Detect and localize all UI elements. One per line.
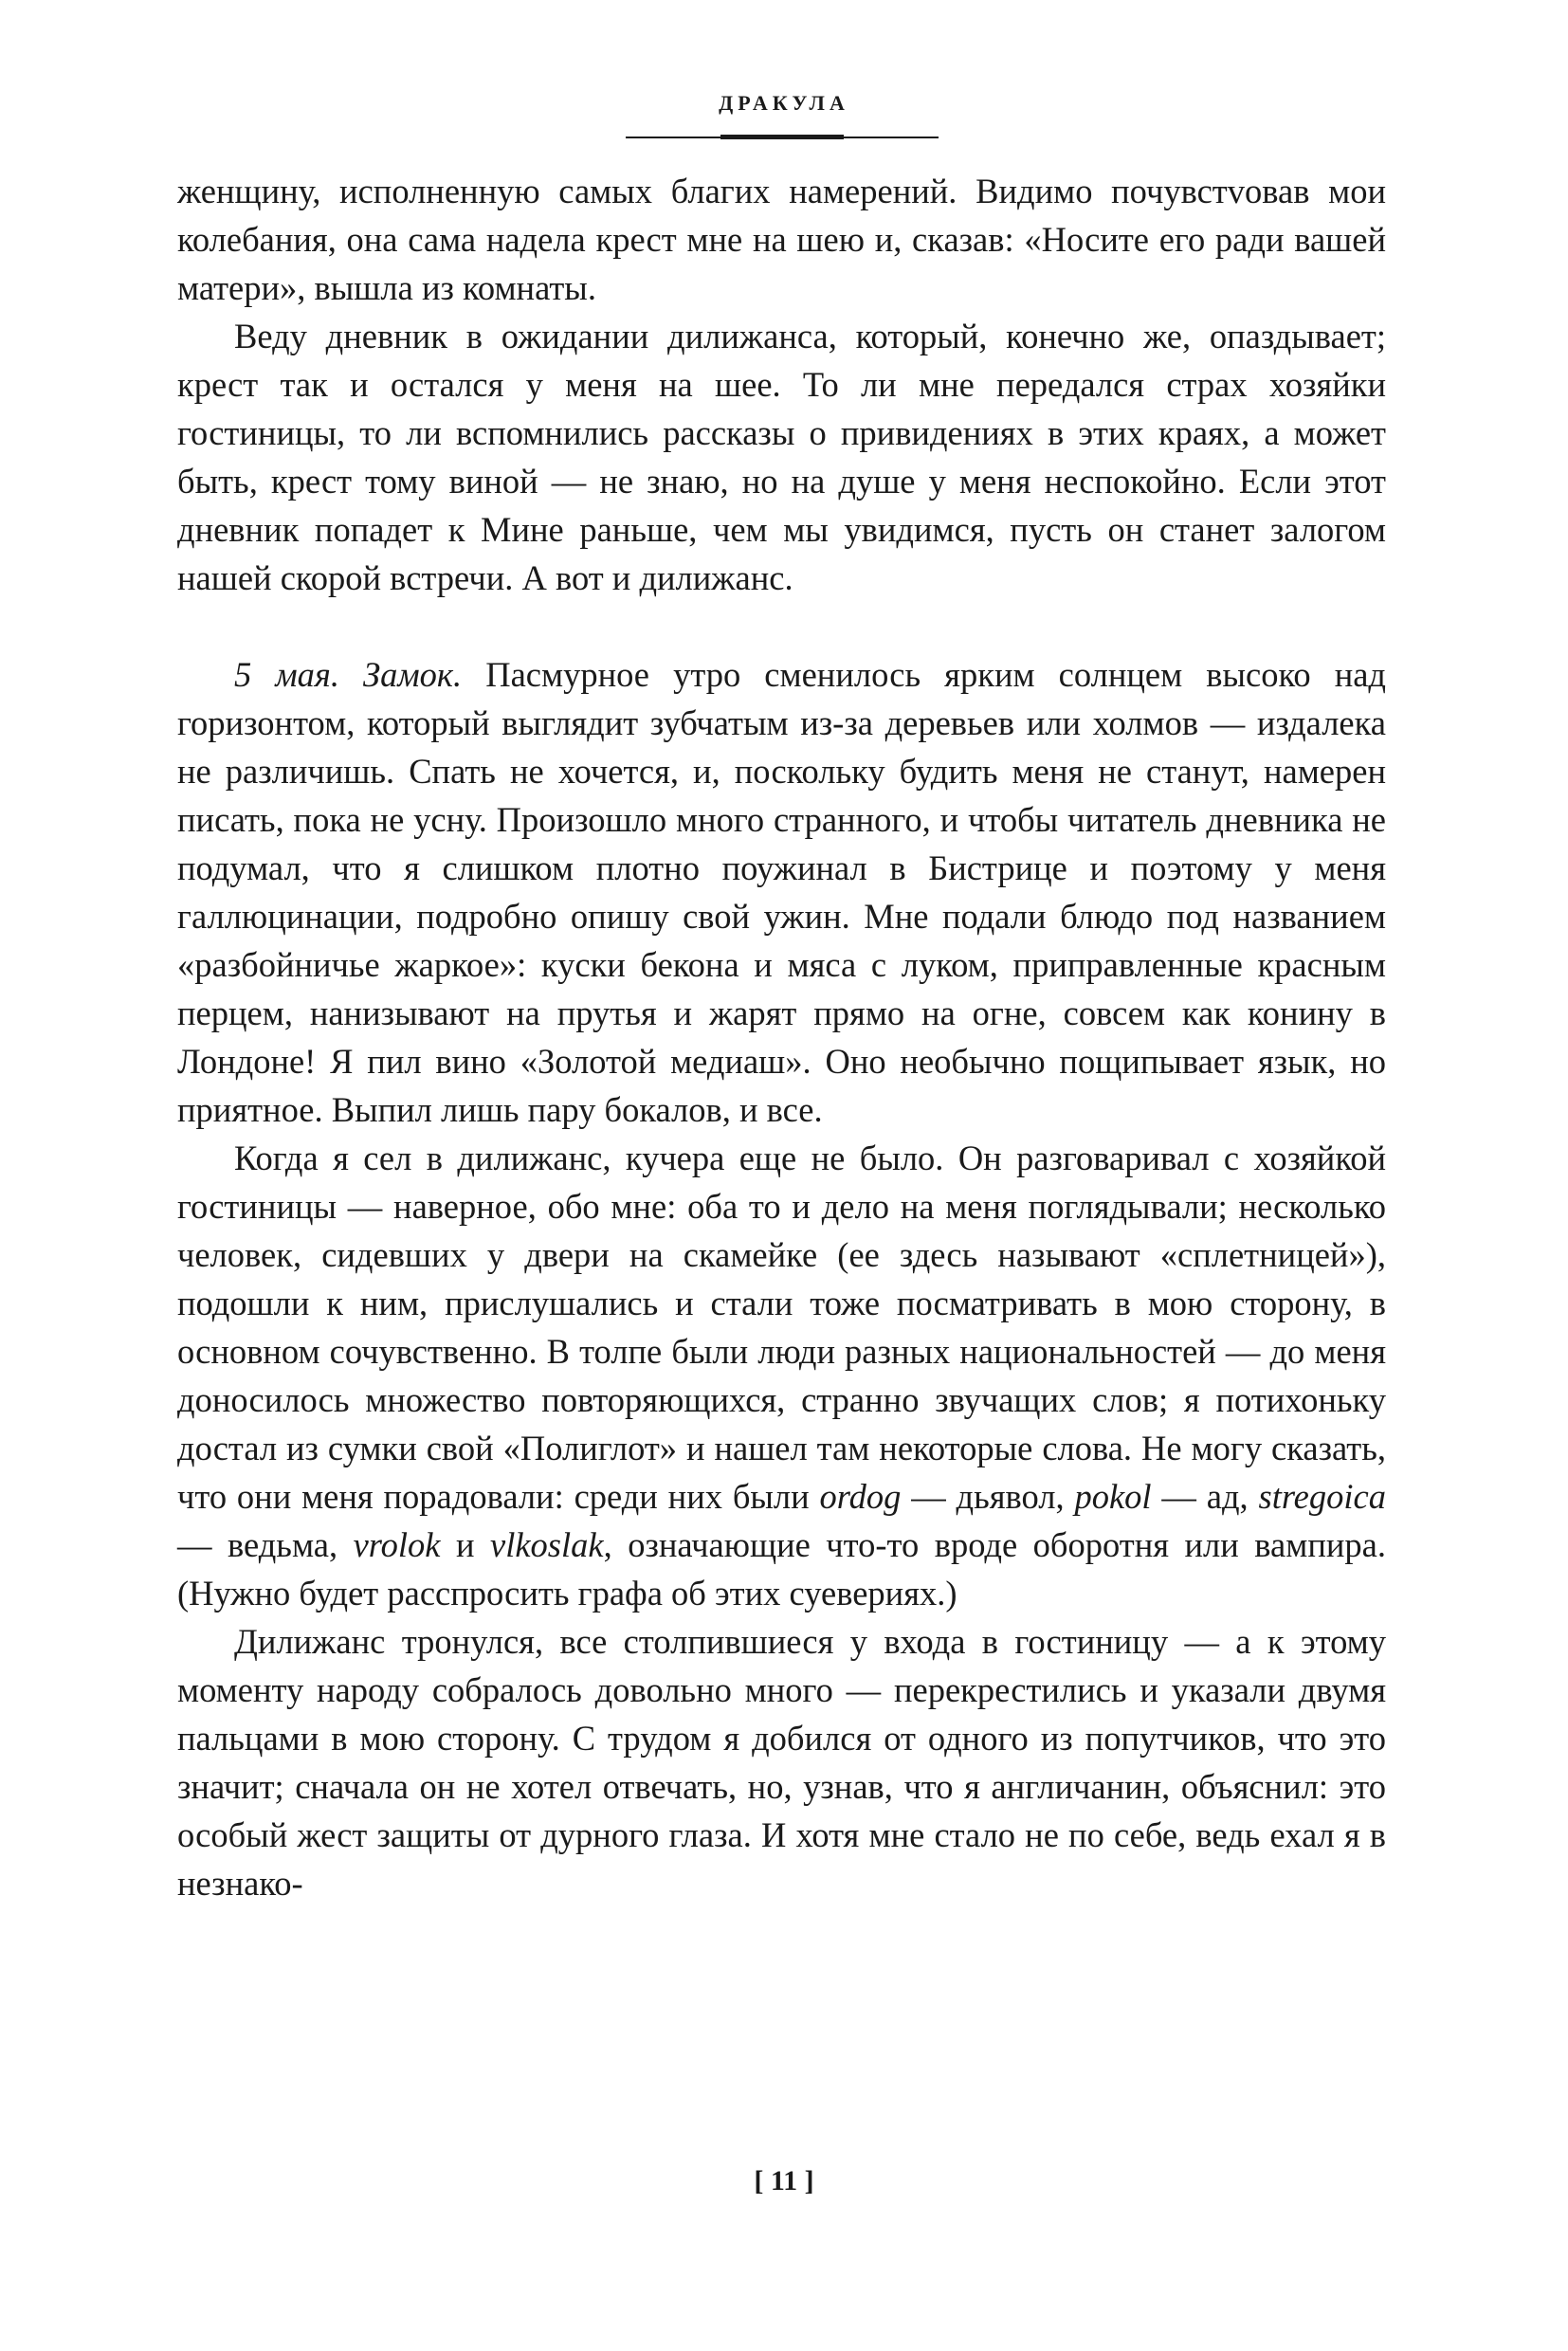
page-number: [ 11 ] (754, 2165, 814, 2196)
paragraph (177, 1617, 1386, 1907)
running-head-rule-accent (720, 135, 844, 139)
italic-text: ordog (819, 1477, 902, 1516)
text-run: — дьявол, (901, 1477, 1075, 1516)
italic-text: vrolok (353, 1525, 441, 1564)
paragraph (177, 312, 1386, 602)
italic-text: vlkoslak (490, 1525, 604, 1564)
text-run: Веду дневник в ожидании дилижанса, который, конечно же, опаздывает; крест так и остался у меня на шее. То ли мне передался страх хозяйки гостиницы, то ли вспомнились рассказы о привидениях в этих краях, а может быть, крест тому виной — не знаю, но на душе у меня неспокойно. Если этот дневник попадет к Мине раньше, чем мы увидимся, пусть он станет залогом нашей скорой встречи. А вот и дилижанс. (177, 317, 1386, 597)
text-run: женщину, исполненную самых благих намерений. Видимо почувстvовав мои колебания, она сама надела крест мне на шею и, сказав: «Носите его ради вашей матери», вышла из комнаты. (177, 172, 1386, 307)
italic-text: 5 мая. Замок. (234, 655, 463, 694)
paragraph (177, 167, 1386, 312)
text-run: — ад, (1151, 1477, 1259, 1516)
text-run: Пасмурное утро сменилось ярким солнцем высоко над горизонтом, который выглядит зубчатым из-за деревьев или холмов — издалека не различишь. Спать не хочется, и, поскольку будить меня не станут, намерен писать, пока не усну. Произошло много странного, и чтобы читатель дневника не подумал, что я слишком плотно поужинал в Бистрице и поэтому у меня галлюцинации, подробно опишу свой ужин. Мне подали блюдо под названием «разбойничье жаркое»: куски бекона и мяса с луком, приправленные красным перцем, нанизывают на прутья и жарят прямо на огне, совсем как конину в Лондоне! Я пил вино «Золотой медиаш». Оно необычно пощипывает язык, но приятное. Выпил лишь пару бокалов, и все. (177, 655, 1387, 1129)
paragraph (177, 1134, 1386, 1617)
italic-text: pokol (1074, 1477, 1152, 1516)
text-run: , означающие что-то вроде оборотня или вампира. (Нужно будет расспросить графа об этих суевериях.) (177, 1525, 1386, 1613)
text-run: — ведьма, (177, 1525, 354, 1564)
text-run: Когда я сел в дилижанс, кучера еще не было. Он разговаривал с хозяйкой гостиницы — наверное, обо мне: оба то и дело на меня поглядывали; несколько человек, сидевших у двери на скамейке (ее здесь называют «сплетницей»), подошли к ним, прислушались и стали тоже посматривать в мою сторону, в основном сочувственно. В толпе были люди разных национальностей — до меня доносилось множество повторяющихся, странно звучащих слов; я потихоньку достал из сумки свой «Полиглот» и нашел там некоторые слова. Не могу сказать, что они меня порадовали: среди них были (177, 1139, 1386, 1516)
italic-text: stregoica (1258, 1477, 1386, 1516)
paragraph (177, 650, 1386, 1134)
running-head: ДРАКУЛА (719, 91, 849, 115)
body-text (177, 167, 1386, 1907)
text-run: Дилижанс тронулся, все столпившиеся у входа в гостиницу — а к этому моменту народу собралось довольно много — перекрестились и указали двумя пальцами в мою сторону. С трудом я добился от одного из попутчиков, что это значит; сначала он не хотел отвечать, но, узнав, что я англичанин, объяснил: это особый жест защиты от дурного глаза. И хотя мне стало не по себе, ведь ехал я в незнако- (177, 1622, 1386, 1903)
text-run: и (440, 1525, 491, 1564)
